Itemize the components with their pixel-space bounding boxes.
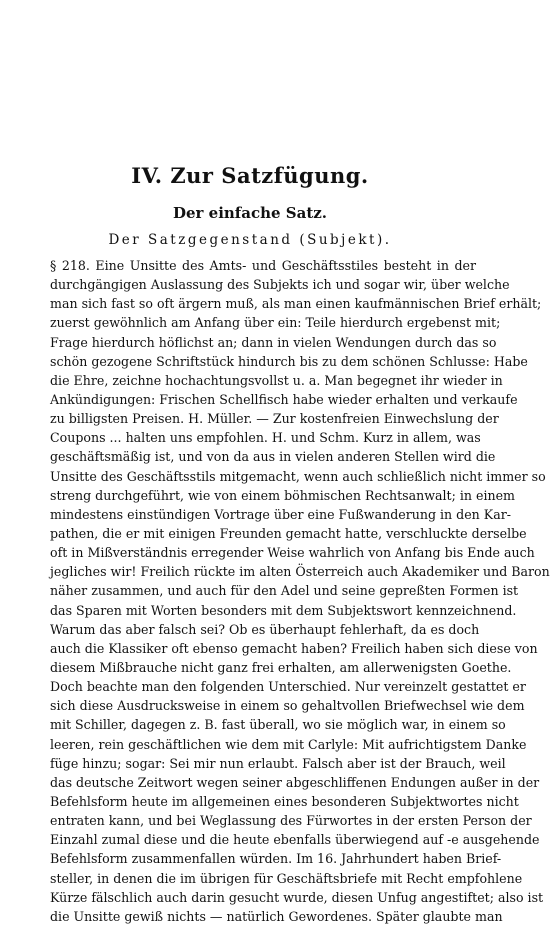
text-line: Unsitte des Geschäftsstils mitgemacht, wenn auch schließlich nicht immer so [50, 468, 546, 484]
text-line: Warum das aber falsch sei? Ob es überhaupt fehlerhaft, da es doch [50, 621, 480, 637]
text-line: steller, in denen die im übrigen für Geschäftsbriefe mit Recht empfohlene [50, 870, 523, 886]
section-title: Der einfache Satz. [172, 204, 328, 222]
text-line: mit Schiller, dagegen z. B. fast überall, wo sie möglich war, in einem so [50, 717, 506, 733]
text-line: das deutsche Zeitwort wegen seiner abgeschliffenen Endungen außer in der [50, 774, 540, 790]
text-line: Befehlsform zusammenfallen würden. Im 16. Jahrhundert haben Brief- [50, 851, 502, 867]
text-line: Einzahl zumal diese und die heute ebenfalls überwiegend auf -e ausgehende [50, 832, 540, 848]
text-line: Ankündigungen: Frischen Schellfisch habe wieder erhalten und verkaufe [50, 391, 518, 407]
text-line: Coupons ... halten uns empfohlen. H. und Schm. Kurz in allem, was [50, 430, 481, 446]
text-line: näher zusammen, und auch für den Adel und seine gepreßten Formen ist [50, 583, 519, 599]
text-line: Befehlsform heute im allgemeinen eines besonderen Subjektwortes nicht [50, 793, 519, 809]
chapter-title: IV. Zur Satzfügung. [131, 163, 369, 188]
text-line: durchgängigen Auslassung des Subjekts ich und sogar wir, über welche [50, 277, 510, 293]
text-line: schön gezogene Schriftstück hindurch bis zu dem schönen Schlusse: Habe [50, 353, 528, 369]
text-line: leeren, rein geschäftlichen wie dem mit Carlyle: Mit aufrichtigstem Danke [50, 736, 527, 752]
text-line: Kürze fälschlich auch darin gesucht wurde, diesen Unfug angestiftet; also ist [50, 889, 544, 905]
text-line: § 218. Eine Unsitte des Amts- und Geschäftsstiles besteht in der [50, 258, 476, 273]
text-line: streng durchgeführt, wie von einem böhmischen Rechtsanwalt; in einem [50, 487, 515, 503]
text-line: sich diese Ausdrucksweise in einem so gehaltvollen Briefwechsel wie dem [50, 698, 525, 714]
text-line: die Unsitte gewiß nichts — natürlich Gewordenes. Später glaubte man [50, 908, 503, 924]
text-line: mindestens einstündigen Vortrage über eine Fußwanderung in den Kar- [50, 506, 511, 522]
text-line: man sich fast so oft ärgern muß, als man einen kaufmännischen Brief erhält; [50, 296, 542, 312]
text-line: die Ehre, zeichne hochachtungsvollst u. a. Man begegnet ihr wieder in [50, 372, 503, 388]
text-line: das Sparen mit Worten besonders mit dem Subjektswort kennzeichnend. [50, 602, 517, 618]
text-line: jegliches wir! Freilich rückte im alten Österreich auch Akademiker und Baron [50, 564, 550, 580]
text-line: pathen, die er mit einigen Freunden gemacht hatte, verschluckte derselbe [50, 525, 527, 541]
subsection-title: Der Satzgegenstand (Subjekt). [108, 232, 392, 248]
text-line: oft in Mißverständnis erregender Weise wahrlich von Anfang bis Ende auch [50, 545, 535, 561]
text-line: auch die Klassiker oft ebenso gemacht haben? Freilich haben sich diese von [50, 640, 538, 656]
text-line: entraten kann, und bei Weglassung des Fürwortes in der ersten Person der [50, 813, 532, 829]
text-line: zuerst gewöhnlich am Anfang über ein: Teile hierdurch ergebenst mit; [50, 315, 501, 331]
body-text [50, 256, 550, 926]
text-line: Frage hierdurch höflichst an; dann in vielen Wendungen durch das so [50, 334, 497, 350]
text-line: geschäftsmäßig ist, und von da aus in vielen anderen Stellen wird die [50, 449, 496, 465]
text-line: füge hinzu; sogar: Sei mir nun erlaubt. Falsch aber ist der Brauch, weil [50, 755, 506, 771]
text-line: diesem Mißbrauche nicht ganz frei erhalten, am allerwenigsten Goethe. [50, 659, 512, 675]
text-line: Doch beachte man den folgenden Unterschied. Nur vereinzelt gestattet er [50, 679, 526, 695]
text-line: zu billigsten Preisen. H. Müller. — Zur kostenfreien Einwechslung der [50, 411, 499, 427]
